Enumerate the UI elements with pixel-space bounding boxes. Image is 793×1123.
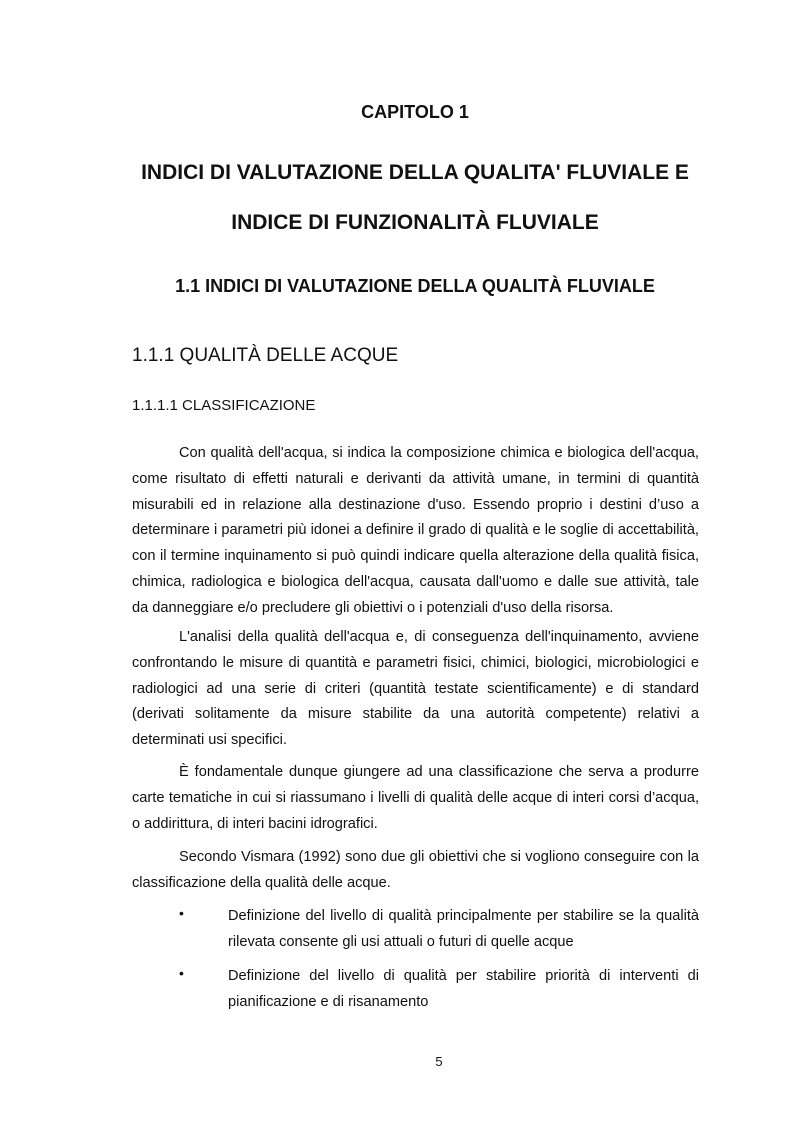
bullet-icon: • [179,965,184,981]
bullet-text: Definizione del livello di qualità principalmente per stabilire se la qualità rilevata consente gli usi attuali o futuri di quelle acque [228,908,699,950]
chapter-title-line-1: INDICI DI VALUTAZIONE DELLA QUALITA' FLUVIALE E [141,161,689,184]
page-number: 5 [435,1054,443,1069]
bullet-list-item [132,964,699,1016]
body-paragraph: Secondo Vismara (1992) sono due gli obiettivi che si vogliono conseguire con la classificazione della qualità delle acque. [132,849,699,891]
bullet-icon: • [179,905,184,921]
subsection-heading: 1.1.1 QUALITÀ DELLE ACQUE [132,345,399,366]
bullet-text: Definizione del livello di qualità per stabilire priorità di interventi di pianificazione e di risanamento [228,968,699,1010]
body-paragraph: Con qualità dell'acqua, si indica la composizione chimica e biologica dell'acqua, come risultato di effetti naturali e derivanti da attività umane, in termini di quantità misurabili ed in relazione alla destinazione d'uso. Essendo proprio i destini d’uso a determinare i parametri più idonei a definire il grado di qualità e le soglie di accettabilità, con il termine inquinamento si può quindi indicare quella alterazione della qualità fisica, chimica, radiologica e biologica dell'acqua, causata dall'uomo e dalle sue attività, tale da danneggiare e/o precludere gli obiettivi o i potenziali d'uso della risorsa. [132,445,699,616]
body-paragraph: È fondamentale dunque giungere ad una classificazione che serva a produrre carte tematiche in cui si riassumano i livelli di qualità delle acque di interi corsi d’acqua, o addirittura, di interi bacini idrografici. [132,764,699,832]
body-paragraph: L'analisi della qualità dell'acqua e, di conseguenza dell'inquinamento, avviene confrontando le misure di quantità e parametri fisici, chimici, biologici, microbiologici e radiologici ad una serie di criteri (quantità testate scientificamente) e di standard (derivati solitamente da misure stabilite da una autorità competente) relativi a determinati usi specifici. [132,629,699,749]
subsubsection-heading: 1.1.1.1 CLASSIFICAZIONE [132,397,316,414]
chapter-label: CAPITOLO 1 [361,102,469,122]
bullet-list-item [132,904,699,956]
section-heading: 1.1 INDICI DI VALUTAZIONE DELLA QUALITÀ FLUVIALE [175,276,655,296]
chapter-title-line-2: INDICE DI FUNZIONALITÀ FLUVIALE [231,211,599,234]
